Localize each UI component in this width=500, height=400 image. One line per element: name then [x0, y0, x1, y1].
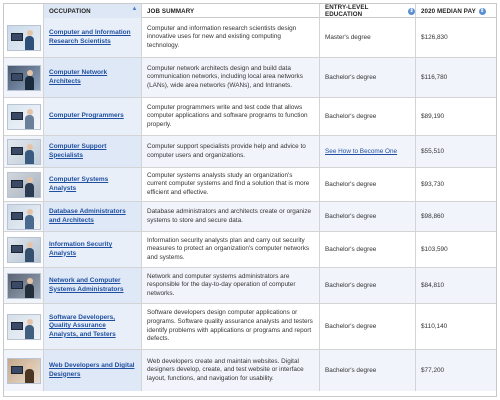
occupation-photo[interactable] — [7, 204, 41, 230]
education-text: Bachelor's degree — [325, 181, 377, 188]
job-summary-text: Web developers create and maintain websites. Digital designers develop, create, and test website or interface layout, functions, and navigation for usability. — [147, 357, 304, 382]
row-summary-cell — [142, 202, 320, 231]
median-pay-text: $110,140 — [421, 323, 448, 330]
table-body — [4, 18, 496, 391]
median-pay-text: $89,190 — [421, 113, 445, 120]
header-education-label: ENTRY-LEVEL EDUCATION — [325, 4, 369, 18]
row-image-cell — [4, 58, 44, 97]
median-pay-text: $77,200 — [421, 367, 445, 374]
row-image-cell — [4, 168, 44, 201]
occupation-link[interactable]: Software Developers, Quality Assurance Analysts, and Testers — [49, 313, 116, 338]
table-header — [4, 4, 496, 18]
sort-up-icon[interactable]: ▲ — [131, 6, 138, 12]
median-pay-text: $116,780 — [421, 74, 448, 81]
row-occupation-cell — [44, 304, 142, 349]
row-occupation-cell — [44, 18, 142, 57]
occupation-link[interactable]: Database Administrators and Architects — [49, 208, 126, 224]
occupation-link[interactable]: Web Developers and Digital Designers — [49, 362, 135, 378]
row-education-cell — [320, 18, 416, 57]
job-summary-text: Database administrators and architects create or organize systems to store and secure data. — [147, 207, 312, 224]
occupation-link[interactable]: Computer Support Specialists — [49, 143, 107, 159]
header-education[interactable] — [320, 4, 416, 18]
row-pay-cell — [416, 168, 496, 201]
row-occupation-cell — [44, 98, 142, 135]
job-summary-text: Computer and information research scientists design innovative uses for new and existing computing technology. — [147, 24, 297, 49]
header-summary-label: JOB SUMMARY — [147, 7, 195, 15]
row-summary-cell — [142, 136, 320, 167]
education-text: Master's degree — [325, 34, 371, 41]
row-education-cell — [320, 98, 416, 135]
row-summary-cell — [142, 98, 320, 135]
median-pay-text: $55,510 — [421, 148, 445, 155]
row-occupation-cell — [44, 350, 142, 391]
table-row — [4, 58, 496, 98]
table-row — [4, 268, 496, 304]
row-occupation-cell — [44, 168, 142, 201]
row-image-cell — [4, 18, 44, 57]
job-summary-text: Computer systems analysts study an organization's current computer systems and find a solution that is more efficient and effective. — [147, 171, 310, 196]
row-pay-cell — [416, 202, 496, 231]
row-image-cell — [4, 202, 44, 231]
row-summary-cell — [142, 304, 320, 349]
row-pay-cell — [416, 136, 496, 167]
row-pay-cell — [416, 268, 496, 303]
row-summary-cell — [142, 350, 320, 391]
job-summary-text: Network and computer systems administrators are responsible for the day-to-day operation of computer networks. — [147, 272, 296, 297]
row-education-cell — [320, 350, 416, 391]
header-occupation[interactable] — [44, 4, 142, 18]
median-pay-text: $126,830 — [421, 34, 448, 41]
median-pay-text: $103,590 — [421, 246, 448, 253]
occupation-photo[interactable] — [7, 237, 41, 263]
header-summary — [142, 4, 320, 18]
table-row — [4, 18, 496, 58]
occupation-link[interactable]: Computer Programmers — [49, 112, 124, 120]
occupation-photo[interactable] — [7, 172, 41, 198]
occupation-link[interactable]: Computer Network Architects — [49, 69, 108, 85]
education-text: Bachelor's degree — [325, 246, 377, 253]
job-summary-text: Information security analysts plan and carry out security measures to protect an organization's computer networks and systems. — [147, 236, 310, 261]
row-occupation-cell — [44, 232, 142, 267]
row-occupation-cell — [44, 202, 142, 231]
table-row — [4, 98, 496, 136]
row-occupation-cell — [44, 58, 142, 97]
education-link[interactable]: See How to Become One — [325, 148, 398, 155]
occupation-photo[interactable] — [7, 314, 41, 340]
table-row — [4, 202, 496, 232]
row-occupation-cell — [44, 136, 142, 167]
row-pay-cell — [416, 18, 496, 57]
table-row — [4, 232, 496, 268]
table-row — [4, 350, 496, 391]
job-summary-text: Software developers design computer applications or programs. Software quality assurance analysts and testers identify problems with applications or programs and report defects. — [147, 309, 313, 343]
row-occupation-cell — [44, 268, 142, 303]
row-summary-cell — [142, 232, 320, 267]
occupation-photo[interactable] — [7, 358, 41, 384]
occupation-link[interactable]: Network and Computer Systems Administrators — [49, 277, 124, 293]
row-image-cell — [4, 268, 44, 303]
header-pay-label: 2020 MEDIAN PAY — [421, 7, 476, 15]
header-pay[interactable] — [416, 4, 496, 18]
row-image-cell — [4, 136, 44, 167]
row-education-cell — [320, 268, 416, 303]
row-summary-cell — [142, 168, 320, 201]
sort-icon[interactable]: ⇕ — [409, 7, 414, 14]
row-image-cell — [4, 350, 44, 391]
occupation-photo[interactable] — [7, 104, 41, 130]
row-summary-cell — [142, 58, 320, 97]
sort-icon[interactable]: ⇕ — [480, 7, 485, 14]
row-summary-cell — [142, 18, 320, 57]
row-pay-cell — [416, 98, 496, 135]
education-text: Bachelor's degree — [325, 282, 377, 289]
table-row — [4, 168, 496, 202]
occupation-photo[interactable] — [7, 25, 41, 51]
row-education-cell — [320, 136, 416, 167]
median-pay-text: $93,730 — [421, 181, 445, 188]
occupation-photo[interactable] — [7, 273, 41, 299]
row-education-cell — [320, 58, 416, 97]
occupation-photo[interactable] — [7, 65, 41, 91]
row-pay-cell — [416, 58, 496, 97]
header-occupation-label: OCCUPATION — [49, 7, 91, 15]
education-text: Bachelor's degree — [325, 367, 377, 374]
job-summary-text: Computer network architects design and build data communication networks, including local area networks (LANs), wide area networks (WANs), and Intranets. — [147, 64, 303, 89]
table-row — [4, 304, 496, 350]
row-education-cell — [320, 304, 416, 349]
row-image-cell — [4, 232, 44, 267]
education-text: Bachelor's degree — [325, 113, 377, 120]
education-text: Bachelor's degree — [325, 74, 377, 81]
median-pay-text: $98,860 — [421, 213, 445, 220]
row-education-cell — [320, 202, 416, 231]
median-pay-text: $84,810 — [421, 282, 445, 289]
header-image-col — [4, 4, 44, 18]
row-pay-cell — [416, 304, 496, 349]
row-education-cell — [320, 232, 416, 267]
education-text: Bachelor's degree — [325, 213, 377, 220]
job-summary-text: Computer support specialists provide help and advice to computer users and organizations. — [147, 142, 306, 159]
occupation-table — [3, 3, 497, 397]
row-image-cell — [4, 98, 44, 135]
job-summary-text: Computer programmers write and test code that allows computer applications and software programs to function properly. — [147, 103, 308, 128]
row-pay-cell — [416, 232, 496, 267]
occupation-link[interactable]: Computer Systems Analysts — [49, 176, 109, 192]
row-image-cell — [4, 304, 44, 349]
row-summary-cell — [142, 268, 320, 303]
occupation-link[interactable]: Information Security Analysts — [49, 241, 113, 257]
occupation-link[interactable]: Computer and Information Research Scientists — [49, 29, 131, 45]
occupation-photo[interactable] — [7, 139, 41, 165]
education-text: Bachelor's degree — [325, 323, 377, 330]
table-row — [4, 136, 496, 168]
row-education-cell — [320, 168, 416, 201]
row-pay-cell — [416, 350, 496, 391]
